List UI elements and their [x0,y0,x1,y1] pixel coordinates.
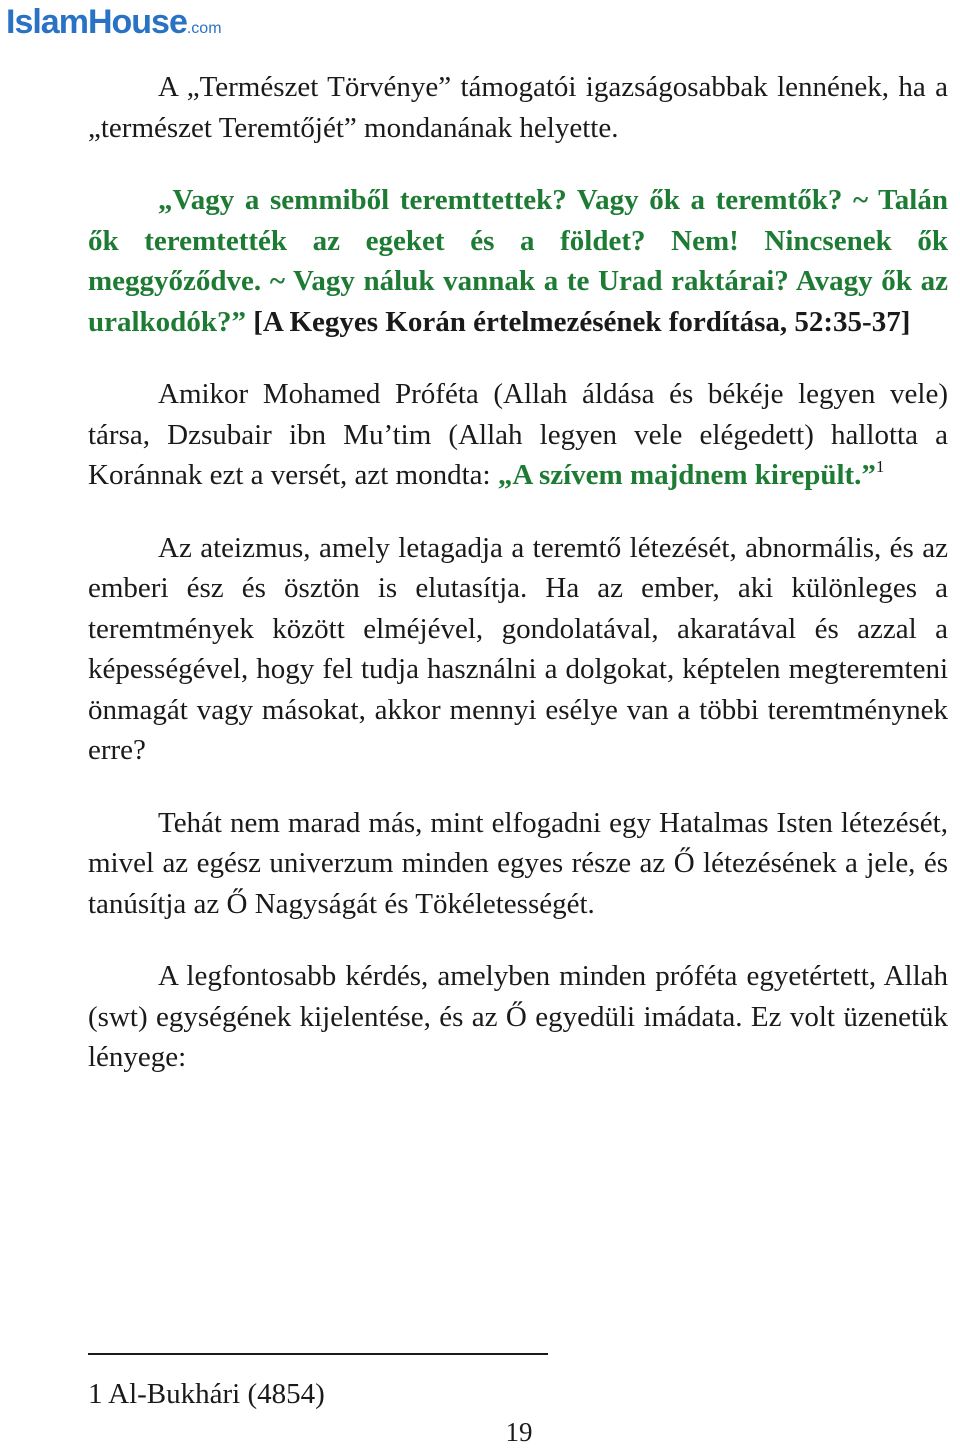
islamhouse-logo [6,2,222,49]
footnote: 1 Al-Bukhári (4854) [88,1378,325,1410]
quran-verse: „Vagy a semmiből teremttettek? Vagy ők a teremtők? ~ Talán ők teremtették az egeket és a földet? Nem! Nincsenek ők meggyőződve. ~ Vagy náluk vannak a te Urad raktárai? Avagy ők az uralkodók?” [88,184,948,338]
paragraph-3-text: Amikor Mohamed Próféta (Allah áldása és békéje legyen vele) társa, Dzsubair ibn Mu’tim (Allah legyen vele elégedett) hallotta a Koránnak ezt a versét, azt mondta: [88,378,948,491]
paragraph-3 [88,374,948,496]
quran-verse-paragraph [88,180,948,342]
footnote-marker: 1 [875,457,885,476]
logo-suffix-text: .com [186,20,222,37]
page-number: 19 [505,1417,533,1447]
verse-reference: [A Kegyes Korán értelmezésének fordítása, 52:35-37] [253,305,911,338]
paragraph-6: A legfontosabb kérdés, amelyben minden próféta egyetértett, Allah (swt) egységének kijelentése, és az Ő egyedüli imádata. Ez volt üzenetük lényege: [88,960,948,1073]
logo-main-text: IslamHouse [6,3,187,41]
paragraph-5: Tehát nem marad más, mint elfogadni egy Hatalmas Isten létezését, mivel az egész univerzum minden egyes része az Ő létezésének a jele, és tanúsítja az Ő Nagyságát és Tökéletességét. [88,806,948,920]
paragraph-1: A „Természet Törvénye” támogatói igazságosabbak lennének, ha a „természet Teremtőjét” mondanának helyette. [88,71,948,144]
footnote-divider [88,1353,548,1355]
page-body [88,67,948,1078]
companion-quote: „A szívem majdnem kirepült.” [497,459,876,491]
paragraph-4: Az ateizmus, amely letagadja a teremtő létezését, abnormális, és az emberi ész és ösztön is elutasítja. Ha az ember, aki különleges a teremtmények között elméjével, gondolatával, akaratával és azzal a képességével, hogy fel tudja használni a dolgokat, képtelen megteremteni önmagát vagy másokat, akkor mennyi esélye van a többi teremtménynek erre? [88,531,948,766]
